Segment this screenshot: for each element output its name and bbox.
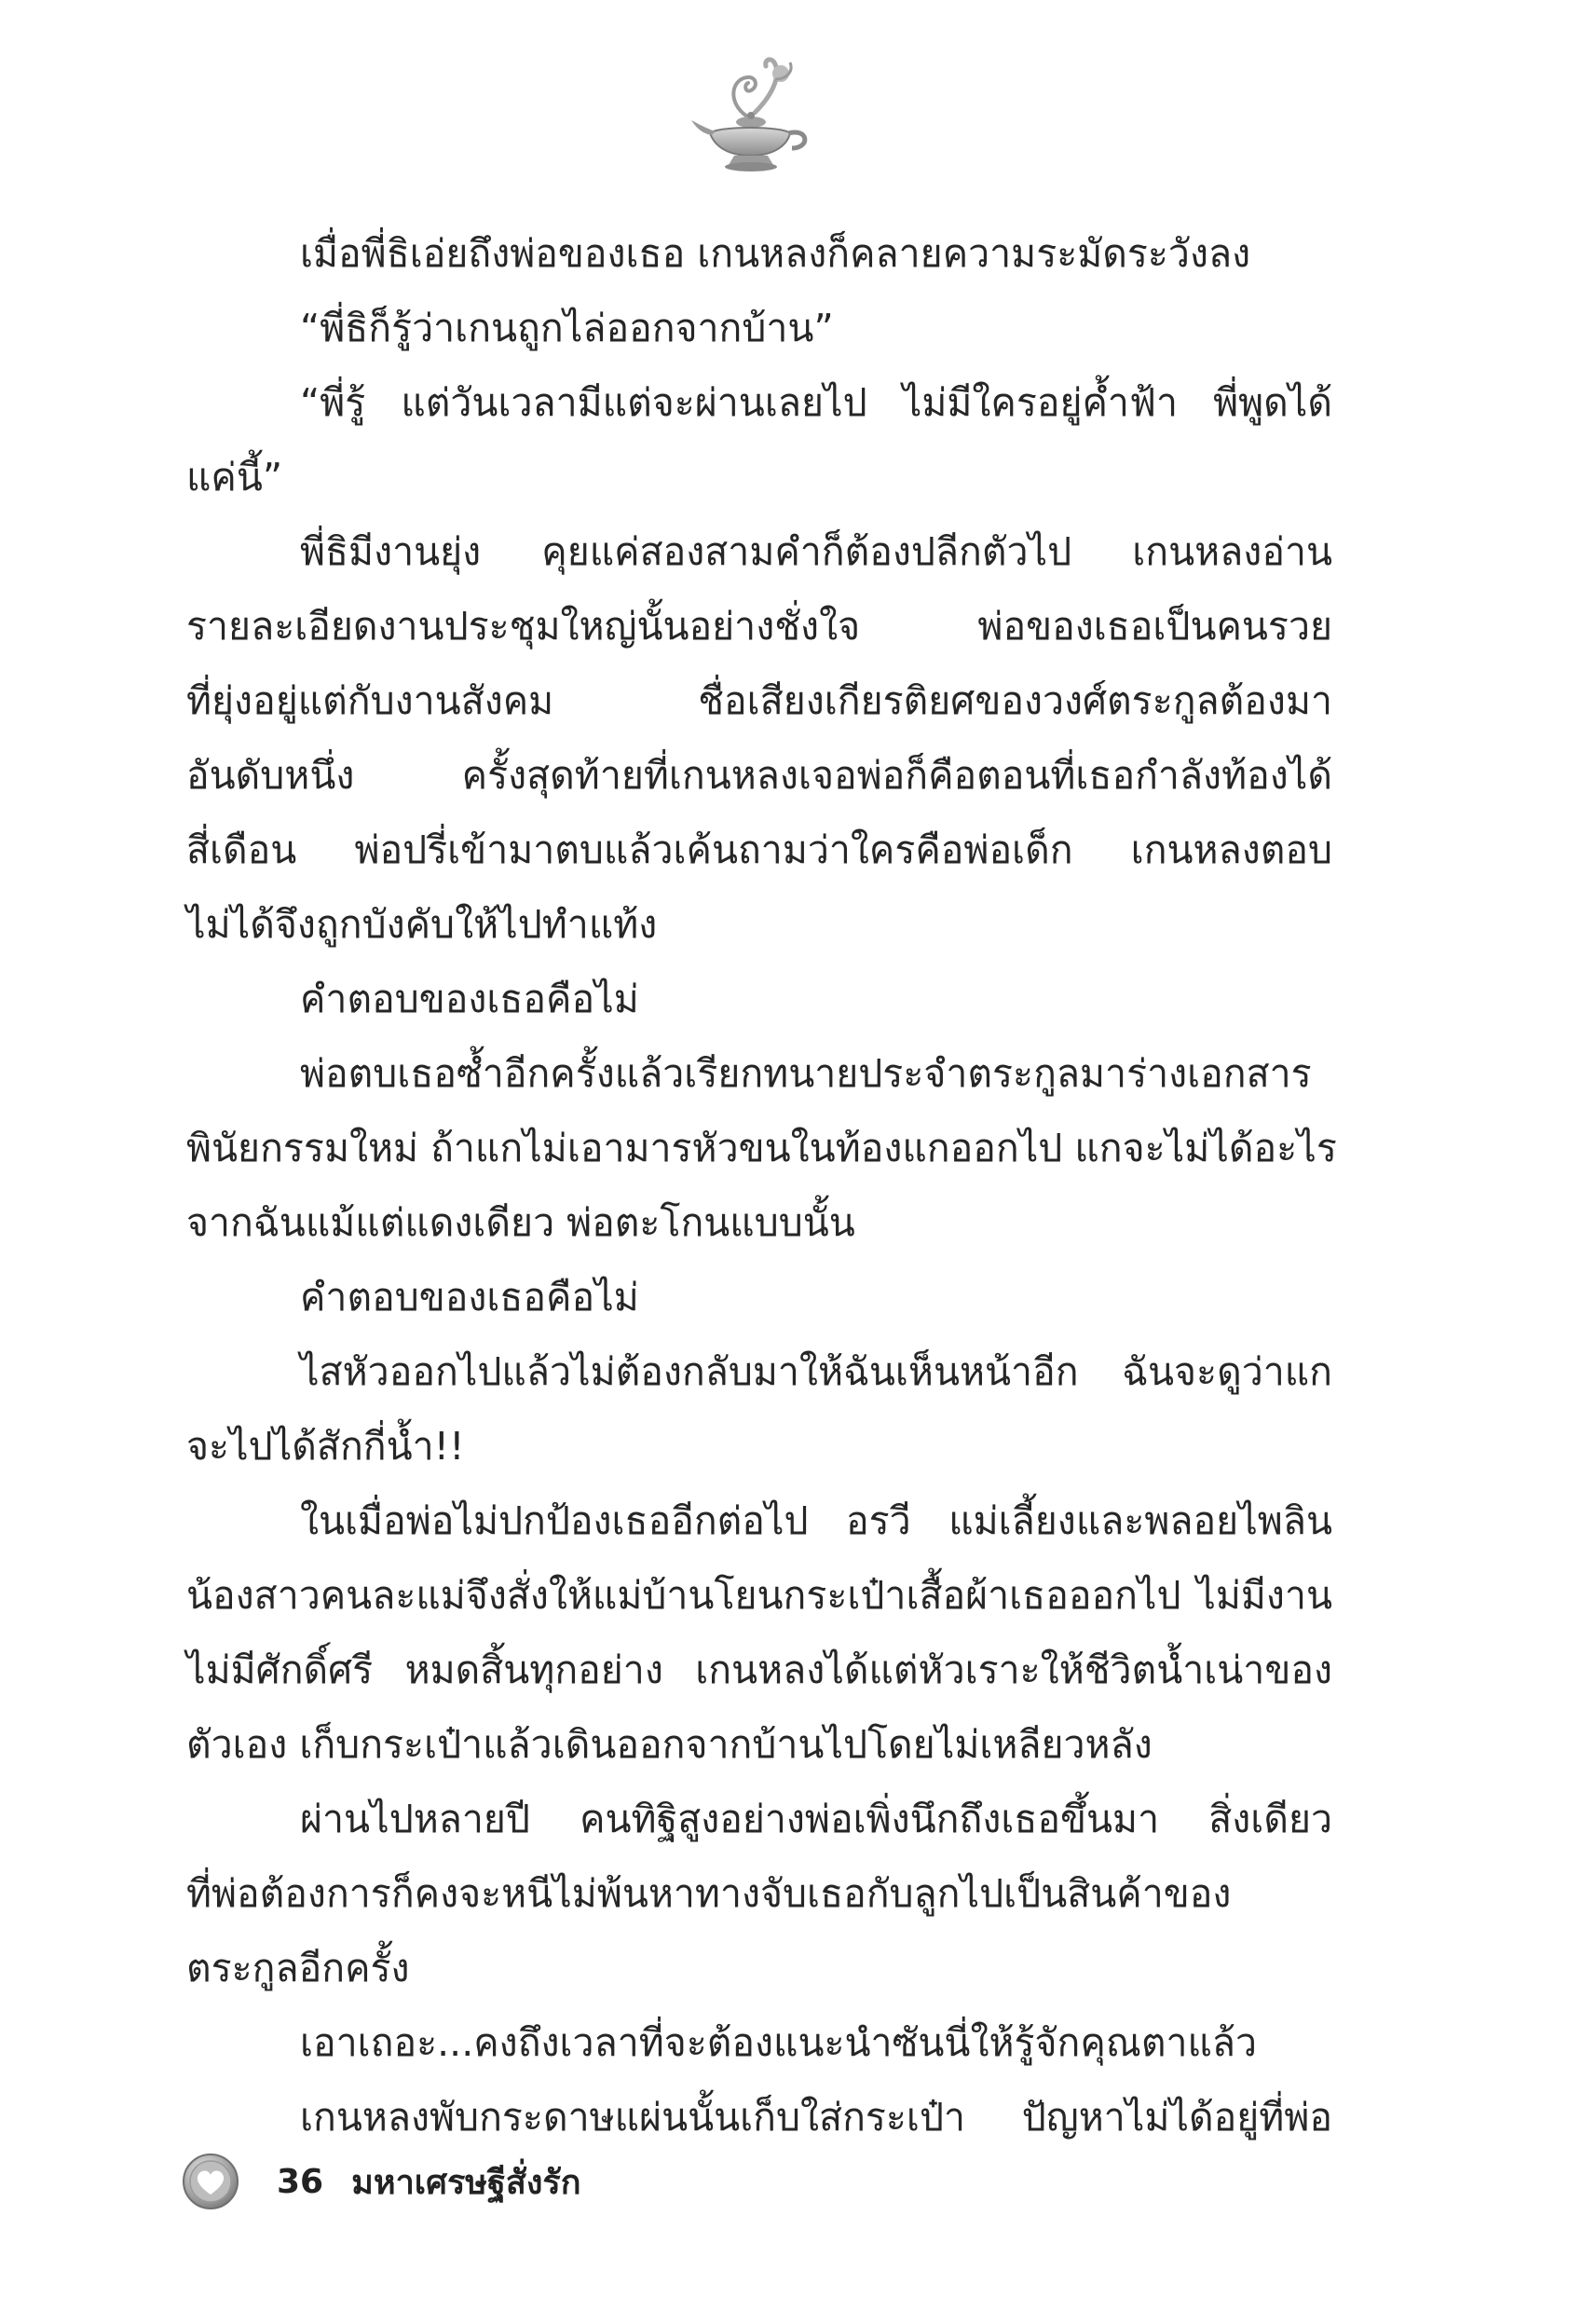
paragraph-line: ไสหัวออกไปแล้วไม่ต้องกลับมาให้ฉันเห็นหน้าอีก ฉันจะดูว่าแก [300, 1349, 1332, 1394]
paragraph-line: รายละเอียดงานประชุมใหญ่นั้นอย่างชั่งใจ พ่อของเธอเป็นคนรวย [186, 604, 1332, 649]
paragraph-line: ที่พ่อต้องการก็คงจะหนีไม่พ้นหาทางจับเธอกับลูกไปเป็นสินค้าของ [186, 1871, 1232, 1916]
paragraph-line: จากฉันแม้แต่แดงเดียว พ่อตะโกนแบบนั้น [186, 1200, 855, 1245]
paragraph-line: พี่ธิมีงานยุ่ง คุยแค่สองสามคำก็ต้องปลีกตัวไป เกนหลงอ่าน [300, 529, 1332, 574]
paragraph-line: เกนหลงพับกระดาษแผ่นนั้นเก็บใส่กระเป๋า ปัญหาไม่ได้อยู่ที่พ่อ [300, 2095, 1332, 2140]
paragraph-line: “พี่รู้ แต่วันเวลามีแต่จะผ่านเลยไป ไม่มีใครอยู่ค้ำฟ้า พี่พูดได้ [300, 380, 1332, 425]
paragraph-line: พ่อตบเธอซ้ำอีกครั้งแล้วเรียกทนายประจำตระกูลมาร่างเอกสาร [300, 1051, 1312, 1096]
paragraph-line: พินัยกรรมใหม่ ถ้าแกไม่เอามารหัวขนในท้องแกออกไป แกจะไม่ได้อะไร [186, 1126, 1337, 1170]
book-title: มหาเศรษฐีสั่งรัก [351, 2163, 581, 2202]
paragraph-line: ตัวเอง เก็บกระเป๋าแล้วเดินออกจากบ้านไปโดยไม่เหลียวหลัง [186, 1722, 1153, 1767]
paragraph-line: เอาเถอะ...คงถึงเวลาที่จะต้องแนะนำซันนี่ให้รู้จักคุณตาแล้ว [300, 2020, 1258, 2065]
paragraph-line: ไม่มีศักดิ์ศรี หมดสิ้นทุกอย่าง เกนหลงได้แต่หัวเราะให้ชีวิตน้ำเน่าของ [186, 1648, 1332, 1692]
paragraph-line: แค่นี้” [186, 455, 283, 499]
page-number: 36 [277, 2162, 324, 2201]
paragraph-line: คำตอบของเธอคือไม่ [300, 1275, 639, 1320]
paragraph-line: คำตอบของเธอคือไม่ [300, 977, 639, 1021]
paragraph-line: ที่ยุ่งอยู่แต่กับงานสังคม ชื่อเสียงเกียรติยศของวงศ์ตระกูลต้องมา [186, 678, 1332, 723]
paragraph-line: อันดับหนึ่ง ครั้งสุดท้ายที่เกนหลงเจอพ่อก็คือตอนที่เธอกำลังท้องได้ [186, 753, 1332, 798]
paragraph-line: ตระกูลอีกครั้ง [186, 1946, 410, 1990]
paragraph-line: เมื่อพี่ธิเอ่ยถึงพ่อของเธอ เกนหลงก็คลายความระมัดระวังลง [300, 231, 1251, 276]
page-footer [182, 2149, 581, 2214]
paragraph-line: น้องสาวคนละแม่จึงสั่งให้แม่บ้านโยนกระเป๋าเสื้อผ้าเธอออกไป ไม่มีงาน [186, 1573, 1332, 1618]
paragraph-line: ผ่านไปหลายปี คนทิฐิสูงอย่างพ่อเพิ่งนึกถึงเธอขึ้นมา สิ่งเดียว [300, 1797, 1332, 1841]
paragraph-line: ไม่ได้จึงถูกบังคับให้ไปทำแท้ง [186, 902, 658, 947]
paragraph-line: สี่เดือน พ่อปรี่เข้ามาตบแล้วเค้นถามว่าใครคือพ่อเด็ก เกนหลงตอบ [186, 827, 1332, 872]
heart-badge-icon [182, 2153, 239, 2210]
paragraph-line: จะไปได้สักกี่น้ำ!! [186, 1424, 465, 1469]
paragraph-line: “พี่ธิก็รู้ว่าเกนถูกไล่ออกจากบ้าน” [300, 306, 834, 350]
paragraph-line: ในเมื่อพ่อไม่ปกป้องเธออีกต่อไป อรวี แม่เลี้ยงและพลอยไพลิน [300, 1498, 1332, 1543]
genie-lamp-icon [689, 51, 820, 177]
